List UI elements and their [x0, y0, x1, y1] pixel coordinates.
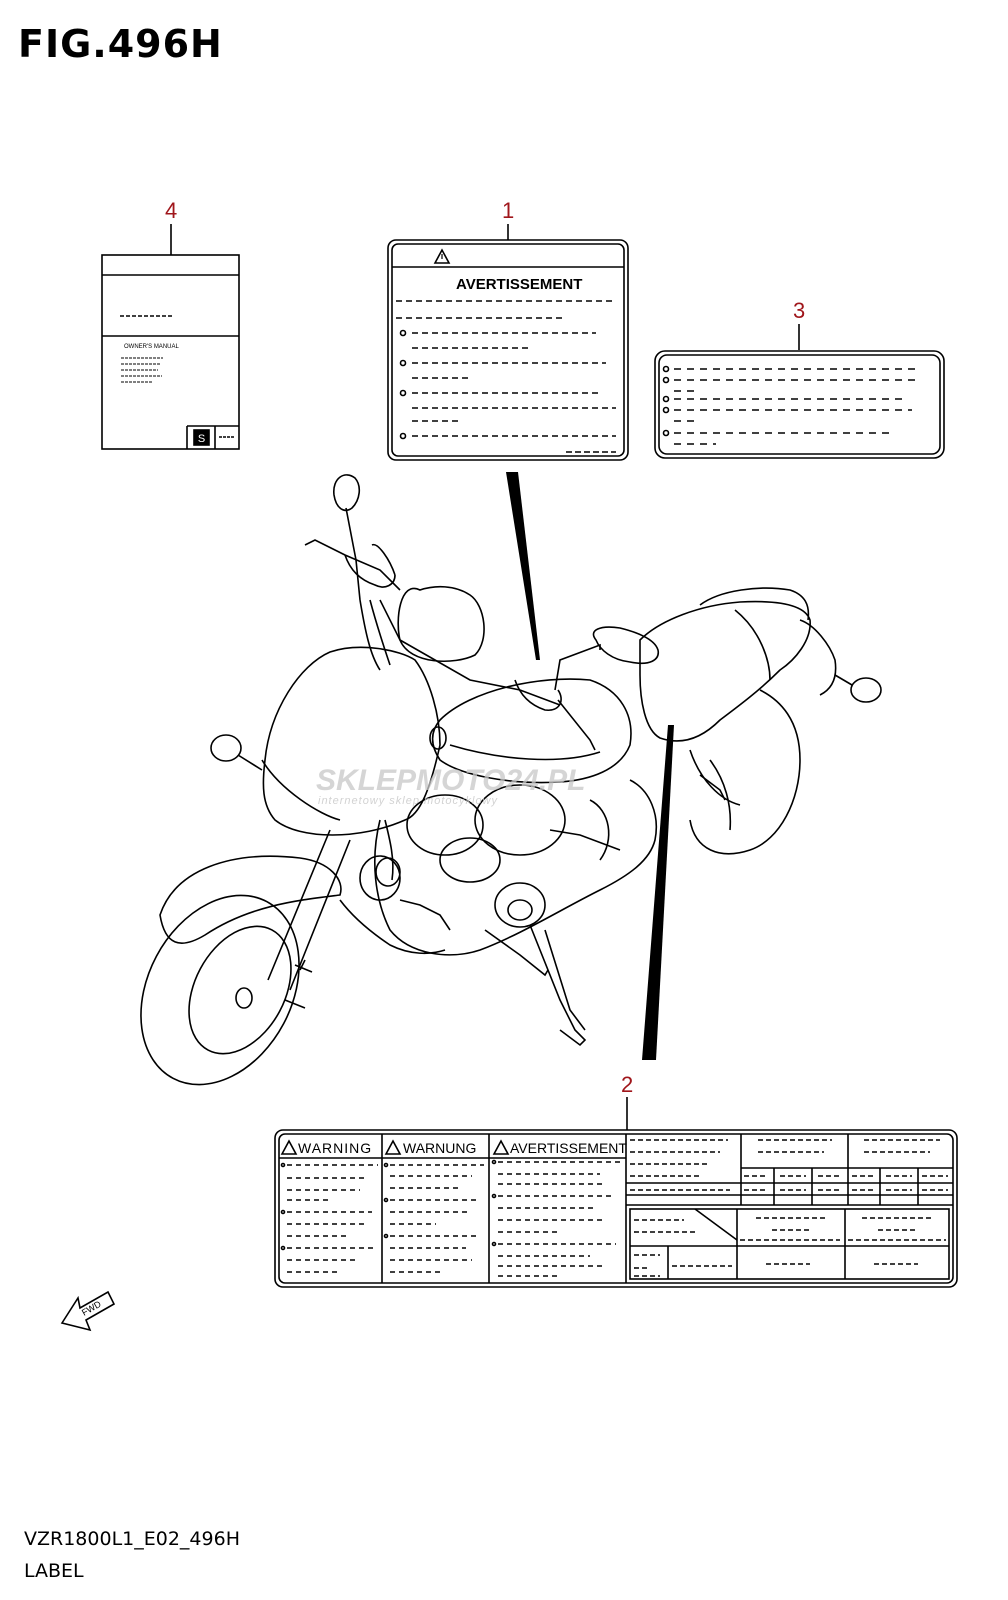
- callout-2: 2: [621, 1072, 634, 1097]
- drawing-caption: LABEL: [24, 1560, 84, 1582]
- label2-col3-heading: AVERTISSEMENT: [510, 1140, 627, 1156]
- watermark-brand: SKLEPMOTO24.PL: [316, 764, 586, 797]
- owners-manual-booklet: [102, 255, 239, 449]
- label2-col2-heading: WARNUNG: [403, 1140, 477, 1156]
- callout-3: 3: [793, 298, 806, 323]
- watermark-tagline: internetowy sklep motocyklowy: [318, 795, 499, 807]
- leader-wedge-2: [642, 725, 674, 1060]
- warning-triangle-icon: [386, 1141, 400, 1154]
- svg-text:S: S: [197, 433, 206, 445]
- suzuki-logo-icon: [194, 430, 209, 445]
- leader-wedge-1: [506, 472, 540, 660]
- label-item-1: [388, 240, 628, 460]
- label1-heading: AVERTISSEMENT: [456, 276, 583, 293]
- manual-title: OWNER'S MANUAL: [124, 344, 179, 350]
- warning-triangle-icon: [494, 1141, 508, 1154]
- callout-1: 1: [502, 198, 515, 223]
- drawing-code: VZR1800L1_E02_496H: [24, 1528, 240, 1550]
- forward-arrow-label: FWD: [80, 1298, 103, 1318]
- label2-col1-heading: WARNING: [298, 1140, 373, 1156]
- callout-4: 4: [165, 198, 178, 223]
- label-item-3: [655, 351, 944, 458]
- figure-title: FIG.496H: [18, 22, 223, 66]
- warning-triangle-icon: [282, 1141, 296, 1154]
